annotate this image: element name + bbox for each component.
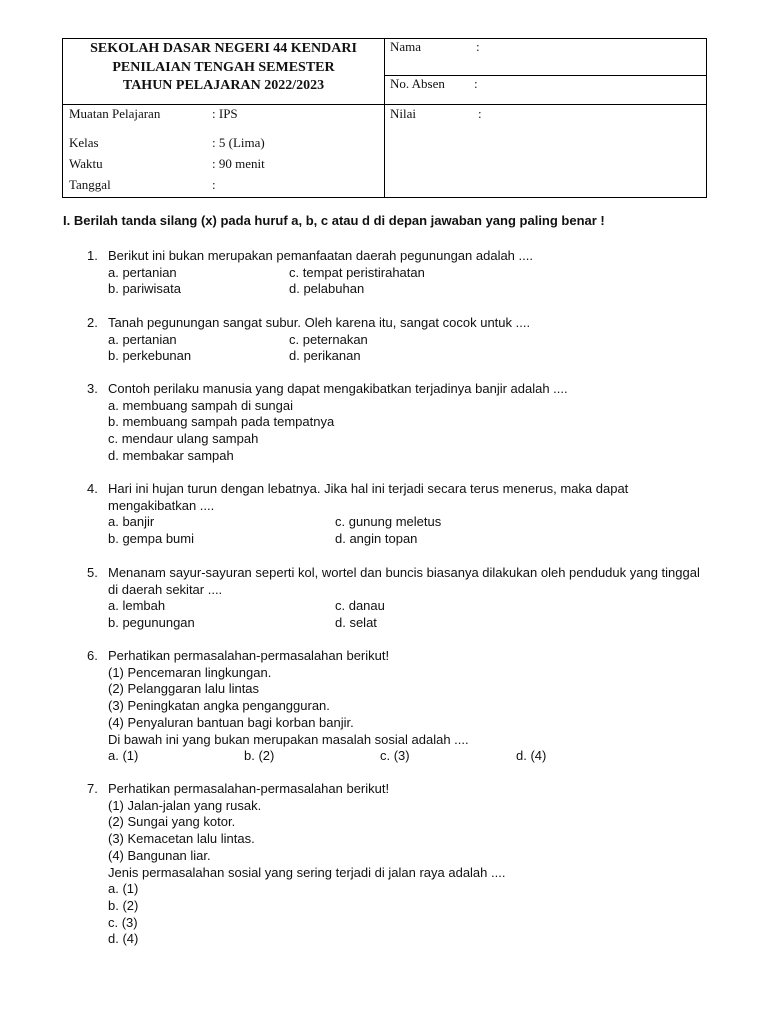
option-a[interactable]: a. lembah (108, 598, 166, 614)
option-c[interactable]: c. tempat peristirahatan (289, 264, 425, 280)
question-6 (87, 648, 708, 765)
question-1 (87, 248, 708, 298)
option-c[interactable]: c. gunung meletus (335, 514, 442, 530)
school-name: SEKOLAH DASAR NEGERI 44 KENDARI (90, 41, 357, 56)
list-item: (2) Sungai yang kotor. (108, 814, 236, 830)
question-stem: Tanah pegunungan sangat subur. Oleh karena itu, sangat cocok untuk .... (108, 315, 531, 330)
question-number: 5. (87, 565, 98, 580)
option-b[interactable]: b. pegunungan (108, 615, 195, 631)
question-number: 4. (87, 481, 98, 496)
question-number: 7. (87, 781, 98, 796)
question-4 (87, 481, 708, 548)
option-b[interactable]: b. gempa bumi (108, 531, 194, 547)
exam-name: PENILAIAN TENGAH SEMESTER (112, 59, 335, 75)
header-table (62, 38, 707, 198)
option-d[interactable]: d. pelabuhan (289, 281, 365, 297)
option-d[interactable]: d. selat (335, 615, 377, 631)
question-2 (87, 315, 708, 365)
list-item: (1) Jalan-jalan yang rusak. (108, 797, 262, 813)
instruction: I. Berilah tanda silang (x) pada huruf a, b, c atau d di depan jawaban yang paling benar ! (63, 213, 605, 228)
option-d[interactable]: d. membakar sampah (108, 447, 234, 463)
question-5 (87, 565, 708, 632)
mapel-value: : IPS (212, 106, 238, 121)
waktu-label: Waktu (69, 156, 103, 171)
question-7 (87, 781, 708, 948)
option-d[interactable]: d. angin topan (335, 531, 418, 547)
question-number: 1. (87, 248, 98, 263)
nilai-label: Nilai (390, 106, 416, 121)
option-c[interactable]: c. mendaur ulang sampah (108, 431, 259, 447)
kelas-value: : 5 (Lima) (212, 135, 265, 150)
table-divider (384, 39, 385, 197)
list-item: (3) Peningkatan angka pengangguran. (108, 698, 330, 714)
question-prompt: Di bawah ini yang bukan merupakan masalah sosial adalah .... (108, 731, 469, 747)
question-stem: Perhatikan permasalahan-permasalahan berikut! (108, 648, 390, 663)
question-stem: Perhatikan permasalahan-permasalahan berikut! (108, 781, 390, 796)
list-item: (4) Penyaluran bantuan bagi korban banjir. (108, 714, 354, 730)
option-a[interactable]: a. pertanian (108, 264, 177, 280)
list-item: (2) Pelanggaran lalu lintas (108, 681, 260, 697)
option-d[interactable]: d. perikanan (289, 348, 361, 364)
option-a[interactable]: a. (1) (108, 881, 139, 897)
question-stem: Menanam sayur-sayuran seperti kol, wortel dan buncis biasanya dilakukan oleh penduduk yang tinggal di daerah sekitar .... (108, 565, 700, 597)
nama-label: Nama (390, 39, 422, 54)
waktu-value: : 90 menit (212, 156, 265, 171)
kelas-label: Kelas (69, 135, 99, 150)
question-number: 3. (87, 381, 98, 396)
question-3 (87, 381, 708, 465)
option-a[interactable]: a. pertanian (108, 331, 177, 347)
tanggal-value: : (212, 177, 216, 192)
option-b[interactable]: b. (2) (244, 748, 275, 764)
option-a[interactable]: a. membuang sampah di sungai (108, 397, 294, 413)
option-c[interactable]: c. danau (335, 598, 385, 614)
option-b[interactable]: b. membuang sampah pada tempatnya (108, 414, 335, 430)
nilai-colon: : (478, 106, 482, 121)
option-d[interactable]: d. (4) (108, 931, 139, 947)
table-divider (63, 104, 706, 105)
nama-colon: : (476, 39, 480, 54)
absen-label: No. Absen (390, 76, 445, 91)
question-number: 6. (87, 648, 98, 663)
question-stem: Berikut ini bukan merupakan pemanfaatan daerah pegunungan adalah .... (108, 248, 533, 263)
option-b[interactable]: b. (2) (108, 897, 139, 913)
option-d[interactable]: d. (4) (516, 748, 547, 764)
school-year: TAHUN PELAJARAN 2022/2023 (122, 78, 325, 93)
option-c[interactable]: c. (3) (108, 914, 138, 930)
option-a[interactable]: a. banjir (108, 514, 155, 530)
mapel-label: Muatan Pelajaran (69, 106, 161, 121)
option-a[interactable]: a. (1) (108, 748, 139, 764)
question-number: 2. (87, 315, 98, 330)
list-item: (1) Pencemaran lingkungan. (108, 664, 272, 680)
school-title (63, 39, 384, 96)
question-stem: Contoh perilaku manusia yang dapat mengakibatkan terjadinya banjir adalah .... (108, 381, 568, 396)
tanggal-label: Tanggal (69, 177, 111, 192)
option-c[interactable]: c. peternakan (289, 331, 368, 347)
list-item: (3) Kemacetan lalu lintas. (108, 831, 255, 847)
list-item: (4) Bangunan liar. (108, 847, 211, 863)
question-stem: Hari ini hujan turun dengan lebatnya. Jika hal ini terjadi secara terus menerus, maka dapat mengakibatkan .... (108, 481, 629, 513)
option-b[interactable]: b. perkebunan (108, 348, 192, 364)
option-c[interactable]: c. (3) (380, 748, 410, 764)
absen-colon: : (474, 76, 478, 91)
option-b[interactable]: b. pariwisata (108, 281, 181, 297)
question-prompt: Jenis permasalahan sosial yang sering terjadi di jalan raya adalah .... (108, 864, 506, 880)
